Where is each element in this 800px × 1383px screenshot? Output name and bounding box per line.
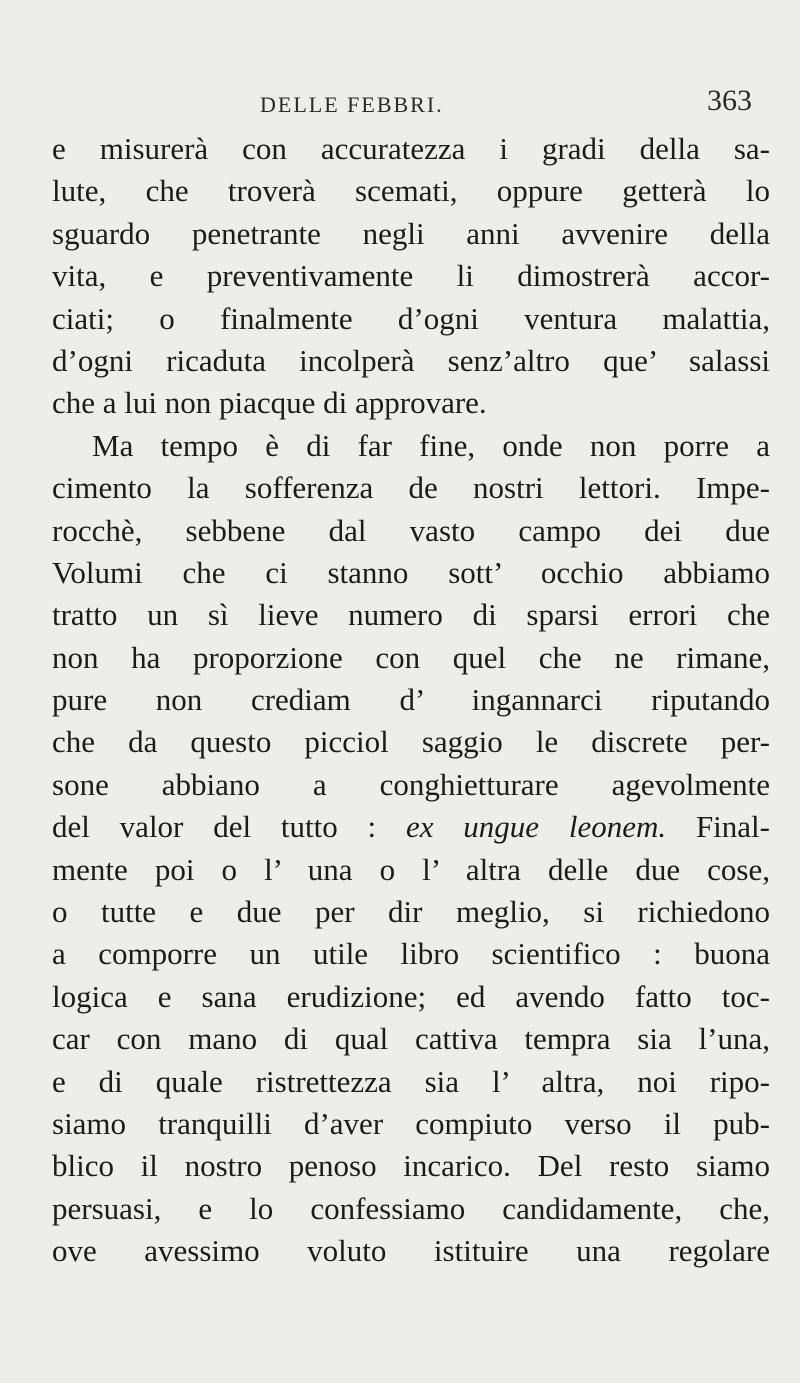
- text-line: che da questo picciol saggio le discrete per-: [52, 724, 770, 760]
- text-line: logica e sana erudizione; ed avendo fatto toc-: [52, 978, 770, 1014]
- text-line: vita, e preventivamente li dimostrerà accor-: [52, 258, 770, 294]
- latin-quote: ex ungue leonem.: [405, 809, 667, 845]
- text-line: blico il nostro penoso incarico. Del resto siamo: [52, 1148, 770, 1184]
- line-text: Final-: [695, 809, 770, 845]
- paragraph-first-line: Ma tempo è di far fine, onde non porre a: [92, 427, 770, 463]
- text-line: rocchè, sebbene dal vasto campo dei due: [52, 512, 770, 548]
- text-line: sguardo penetrante negli anni avvenire della: [52, 215, 770, 251]
- text-line: e misurerà con accuratezza i gradi della sa-: [52, 131, 770, 166]
- text-line: cimento la sofferenza de nostri lettori. Impe-: [52, 470, 770, 506]
- body-text: [52, 128, 770, 1273]
- text-line: ove avessimo voluto istituire una regolare: [52, 1233, 770, 1269]
- text-line: Volumi che ci stanno sott’ occhio abbiamo: [52, 554, 770, 590]
- text-line: non ha proporzione con quel che ne rimane,: [52, 639, 770, 675]
- running-head: [0, 84, 800, 128]
- text-line: o tutte e due per dir meglio, si richiedono: [52, 894, 770, 930]
- text-line: persuasi, e lo confessiamo candidamente, che,: [52, 1190, 770, 1226]
- running-head-title: DELLE FEBBRI.: [260, 92, 444, 117]
- text-line: lute, che troverà scemati, oppure getterà lo: [52, 173, 770, 209]
- text-line: d’ogni ricaduta incolperà senz’altro que’ salassi: [52, 342, 770, 378]
- text-line: sone abbiano a conghietturare agevolmente: [52, 766, 770, 802]
- text-line: ciati; o finalmente d’ogni ventura malattia,: [52, 300, 770, 336]
- text-line: car con mano di qual cattiva tempra sia l’una,: [52, 1021, 770, 1057]
- text-line: a comporre un utile libro scientifico : buona: [52, 936, 770, 972]
- text-line-with-quote: [52, 806, 770, 848]
- text-line: siamo tranquilli d’aver compiuto verso il pub-: [52, 1105, 770, 1141]
- text-line: mente poi o l’ una o l’ altra delle due cose,: [52, 851, 770, 887]
- page-number: 363: [707, 84, 752, 117]
- text-line: e di quale ristrettezza sia l’ altra, noi ripo-: [52, 1063, 770, 1099]
- text-line: pure non crediam d’ ingannarci riputando: [52, 682, 770, 718]
- paragraph-last-line: che a lui non piacque di approvare.: [52, 385, 487, 421]
- text-line: tratto un sì lieve numero di sparsi errori che: [52, 597, 770, 633]
- line-text: del valor del tutto :: [52, 809, 377, 845]
